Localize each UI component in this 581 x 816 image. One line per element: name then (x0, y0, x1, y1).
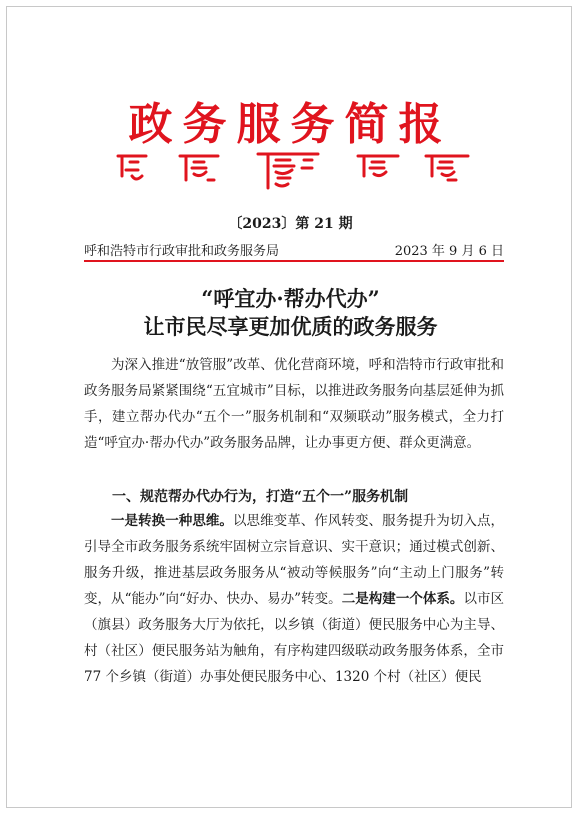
point2-lead: 二是构建一个体系。 (341, 591, 464, 607)
headline-line-2: 让市民尽享更加优质的政务服务 (143, 314, 438, 339)
headline-line-1: “呼宜办·帮办代办” (201, 286, 380, 311)
issue-number: 〔2023〕第 21 期 (228, 216, 353, 232)
mongolian-script-title (108, 146, 478, 192)
section-heading-1: 一、规范帮办代办行为，打造“五个一”服务机制 (112, 489, 409, 505)
points-paragraph (84, 508, 504, 690)
red-divider (84, 260, 504, 262)
publisher-org: 呼和浩特市行政审批和政务服务局 (84, 244, 280, 259)
point1-lead: 一是转换一种思维。 (111, 513, 233, 529)
masthead-title: 政务服务简报 (128, 99, 453, 150)
intro-paragraph: 为深入推进“放管服”改革、优化营商环境，呼和浩特市行政审批和政务服务局紧紧围绕“五宜城市”目标，以推进政务服务向基层延伸为抓手，建立帮办代办“五个一”服务机制和“双频联动”服务模式，全力打造“呼宜办·帮办代办”政务服务品牌，让办事更方便、群众更满意。 (84, 357, 504, 451)
publisher-line (84, 240, 504, 259)
point2-text: 以市区（旗县）政务服务大厅为依托，以乡镇（街道）便民服务中心为主导、村（社区）便民服务站为触角，有序构建四级联动政务服务体系，全市 77 个乡镇（街道）办事处便民服务中心、1320 个村（社区）便民 (84, 591, 505, 685)
publish-date: 2023 年 9 月 6 日 (394, 244, 504, 259)
point1-text: 以思维变革、作风转变、服务提升为切入点，引导全市政务服务系统牢固树立宗旨意识、实干意识；通过模式创新、服务升级，推进基层政务服务从“被动等候服务”向“主动上门服务”转变，从“能办”向“好办、快办、易办”转变。 (84, 513, 505, 607)
mongolian-script-graphic (108, 146, 478, 192)
